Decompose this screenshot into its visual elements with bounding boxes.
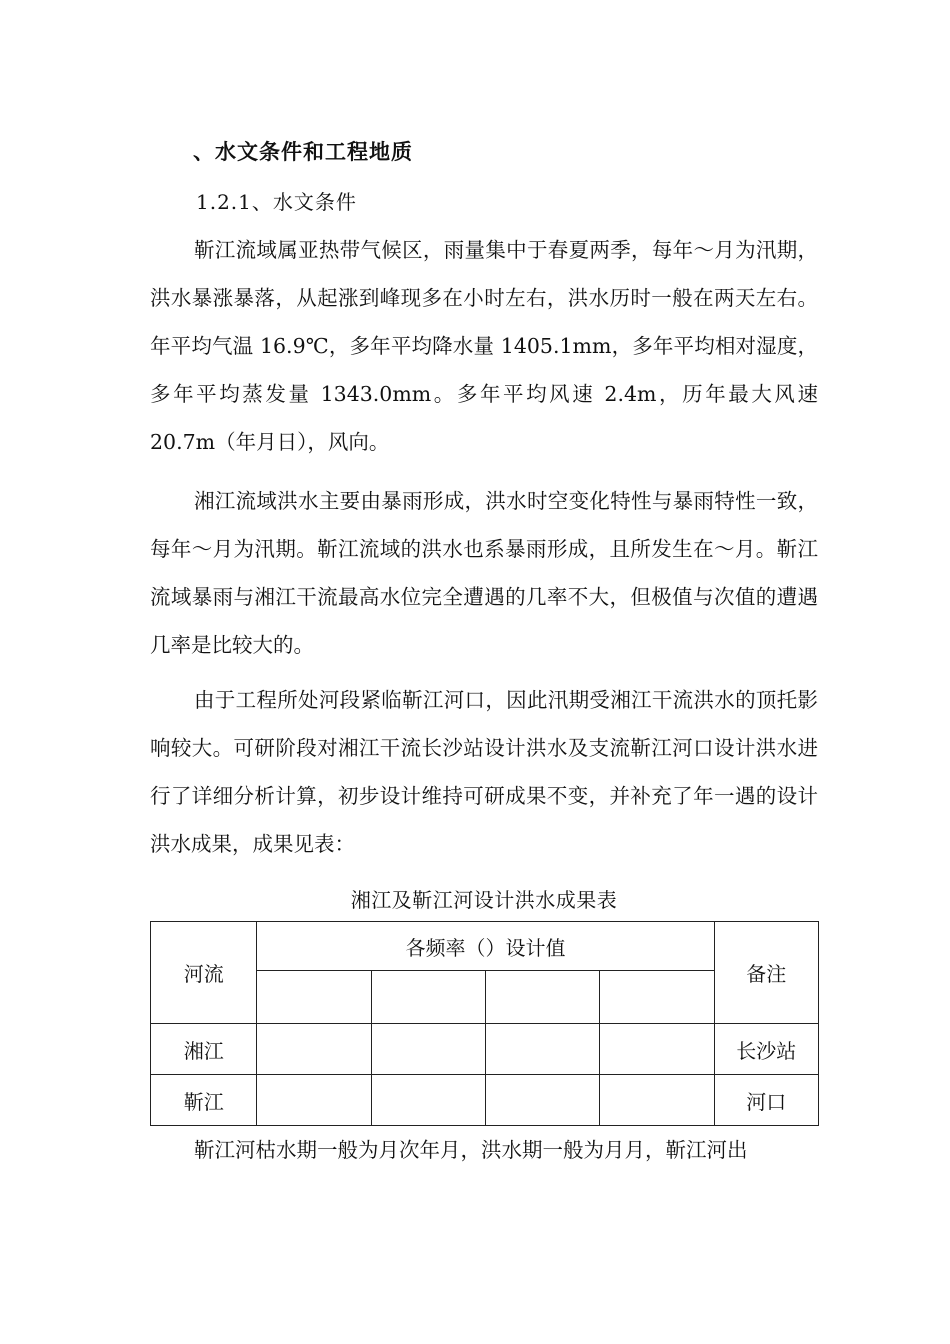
design-flood-table <box>150 921 819 1126</box>
paragraph-climate: 靳江流域属亚热带气候区，雨量集中于春夏两季，每年～月为汛期，洪水暴涨暴落，从起涨到峰现多在小时左右，洪水历时一般在两天左右。 年平均气温 16.9℃，多年平均降水量 1405.1mm，多年平均相对湿度，多年平均蒸发量 1343.0mm。多年平均风速 2.4m，历年最大风速 20.7m（年月日），风向。 <box>150 238 818 454</box>
table-row <box>151 1075 819 1126</box>
paragraph-design-flood: 由于工程所处河段紧临靳江河口，因此汛期受湘江干流洪水的顶托影响较大。可研阶段对湘江干流长沙站设计洪水及支流靳江河口设计洪水进行了详细分析计算，初步设计维持可研成果不变，并补充了年一遇的设计洪水成果，成果见表： <box>150 688 818 856</box>
freq-column-1 <box>257 971 371 1024</box>
header-frequency: 各频率（）设计值 <box>257 922 714 971</box>
freq-column-2 <box>371 971 485 1024</box>
row-value <box>371 1075 485 1126</box>
paragraph-seasons: 靳江河枯水期一般为月次年月，洪水期一般为月月，靳江河出 <box>194 1138 748 1162</box>
row-value <box>600 1075 714 1126</box>
table-header-row <box>151 922 819 971</box>
row-river: 靳江 <box>151 1075 257 1126</box>
row-value <box>600 1024 714 1075</box>
row-note: 河口 <box>714 1075 818 1126</box>
table-caption: 湘江及靳江河设计洪水成果表 <box>350 888 618 912</box>
header-river: 河流 <box>151 922 257 1024</box>
section-heading: 、水文条件和工程地质 <box>193 140 413 164</box>
row-note: 长沙站 <box>714 1024 818 1075</box>
row-value <box>257 1024 371 1075</box>
row-value <box>371 1024 485 1075</box>
row-value <box>257 1075 371 1126</box>
paragraph-flood-source: 湘江流域洪水主要由暴雨形成，洪水时空变化特性与暴雨特性一致，每年～月为汛期。靳江流域的洪水也系暴雨形成，且所发生在～月。靳江流域暴雨与湘江干流最高水位完全遭遇的几率不大，但极值与次值的遭遇几率是比较大的。 <box>150 489 818 657</box>
row-value <box>485 1024 599 1075</box>
row-river: 湘江 <box>151 1024 257 1075</box>
freq-column-4 <box>600 971 714 1024</box>
header-note: 备注 <box>714 922 818 1024</box>
row-value <box>485 1075 599 1126</box>
freq-column-3 <box>485 971 599 1024</box>
table-row <box>151 1024 819 1075</box>
subsection-heading: 1.2.1、水文条件 <box>196 190 357 214</box>
